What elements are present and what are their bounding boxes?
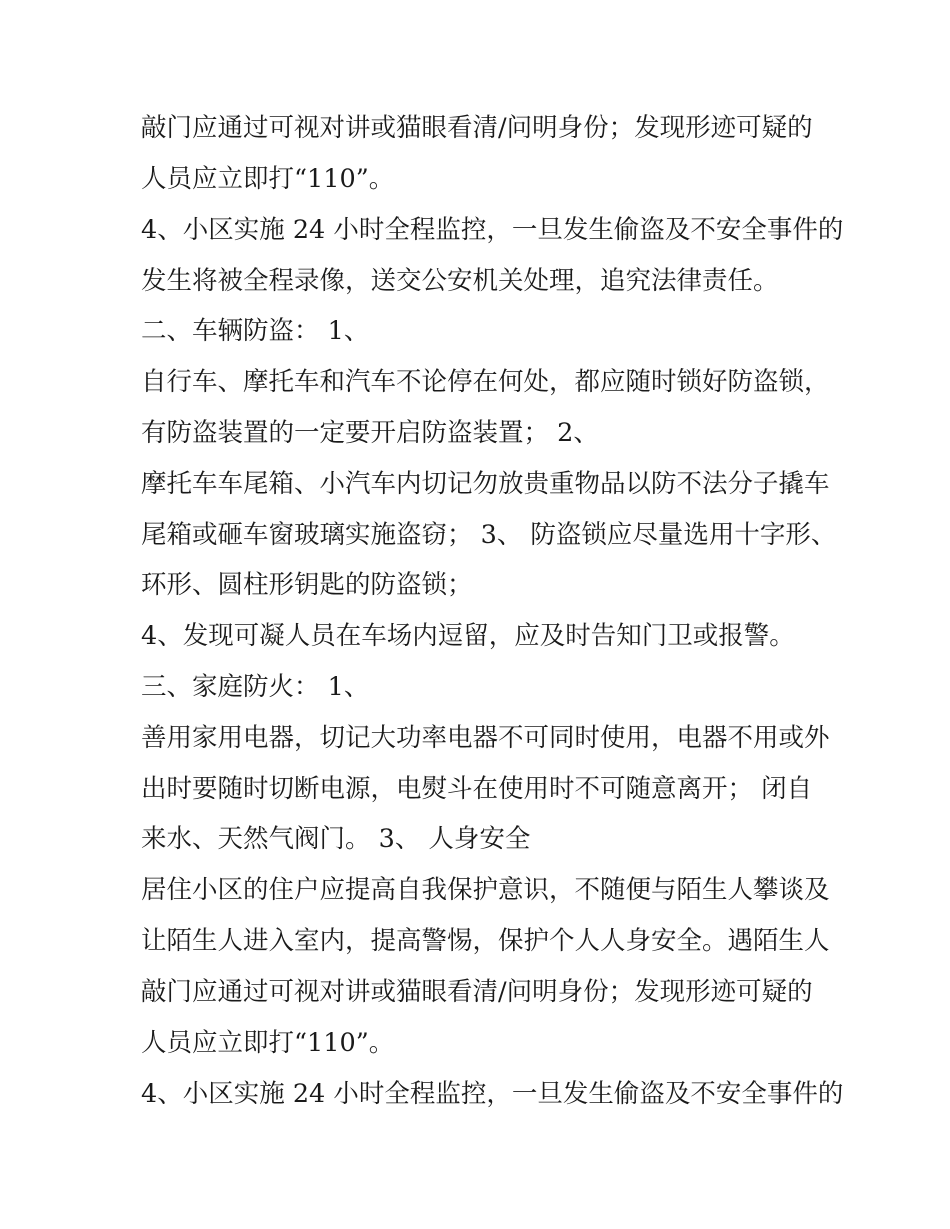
text-line: 人员应立即打“110”。 [141,1028,395,1058]
text-line: 有防盗装置的一定要开启防盗装置； 2、 [141,418,599,448]
section-heading-vehicle-theft: 二、车辆防盗： 1、 [141,316,370,346]
text-line: 来水、天然气阀门。 3、 人身安全 [141,824,531,854]
text-line: 摩托车车尾箱、小汽车内切记勿放贵重物品以防不法分子撬车 [141,469,830,499]
text-line: 4、小区实施 24 小时全程监控，一旦发生偷盗及不安全事件的 [141,215,844,245]
text-line: 人员应立即打“110”。 [141,164,395,194]
text-line: 居住小区的住户应提高自我保护意识，不随便与陌生人攀谈及 [141,875,830,905]
text-line: 出时要随时切断电源，电熨斗在使用时不可随意离开； 闭自 [141,774,813,804]
text-line: 4、小区实施 24 小时全程监控，一旦发生偷盗及不安全事件的 [141,1079,844,1109]
text-line: 让陌生人进入室内，提高警惕，保护个人人身安全。遇陌生人 [141,926,830,956]
text-line: 善用家用电器，切记大功率电器不可同时使用，电器不用或外 [141,723,830,753]
text-line: 环形、圆柱形钥匙的防盗锁； [141,570,473,600]
text-line: 尾箱或砸车窗玻璃实施盗窃； 3、 防盗锁应尽量选用十字形、 [141,520,837,550]
text-line: 敲门应通过可视对讲或猫眼看清/问明身份；发现形迹可疑的 [141,113,813,143]
text-line: 敲门应通过可视对讲或猫眼看清/问明身份；发现形迹可疑的 [141,977,813,1007]
text-line: 发生将被全程录像，送交公安机关处理，追究法律责任。 [141,266,779,296]
text-line: 自行车、摩托车和汽车不论停在何处，都应随时锁好防盗锁， [141,367,830,397]
section-heading-home-fire: 三、家庭防火： 1、 [141,672,370,702]
text-line: 4、发现可凝人员在车场内逗留，应及时告知门卫或报警。 [141,621,795,651]
